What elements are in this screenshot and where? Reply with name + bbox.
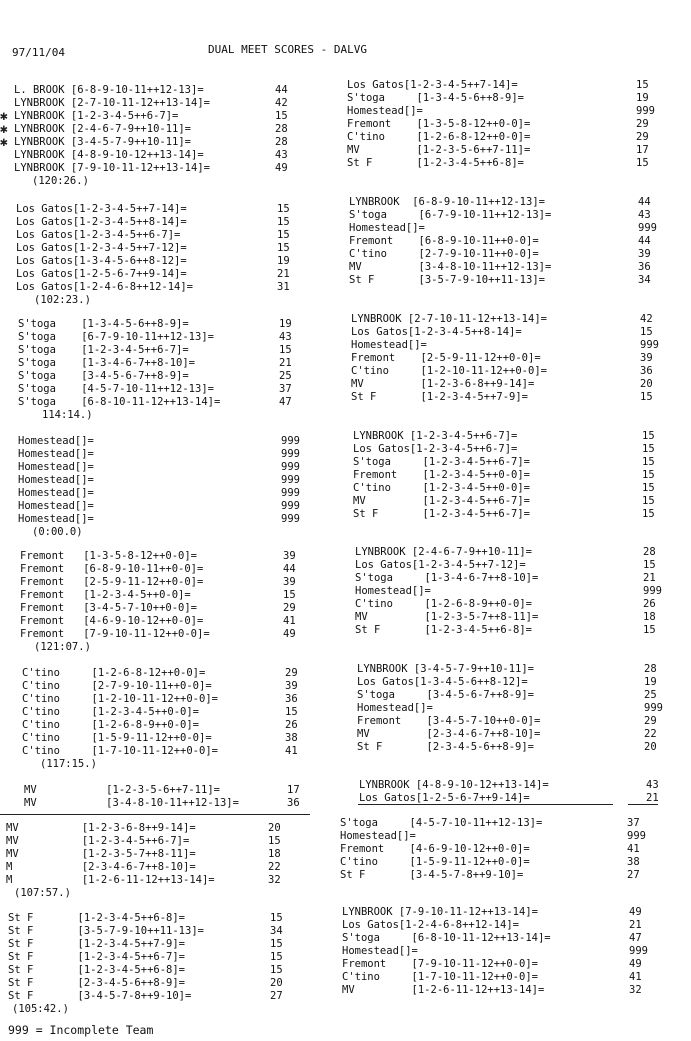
score-value: 43 (279, 331, 292, 343)
score-value: 18 (643, 611, 656, 623)
cut-line (358, 804, 613, 805)
score-line: Homestead[]= (347, 105, 423, 117)
block-total: (102:23.) (34, 294, 91, 306)
score-line: LYNBROOK [6-8-9-10-11++12-13]= (349, 196, 545, 208)
score-line: LYNBROOK [2-7-10-11-12++13-14]= (351, 313, 547, 325)
score-line: MV [1-2-3-4-5++6-7]= (353, 495, 531, 507)
score-line: Los Gatos[1-3-4-5-6++8-12]= (16, 255, 187, 267)
score-value: 999 (644, 702, 663, 714)
score-line: C'tino [1-2-6-8-9++0-0]= (355, 598, 533, 610)
score-line: Fremont [6-8-9-10-11++0-0]= (20, 563, 204, 575)
star-mark: ✱ (0, 109, 8, 124)
score-value: 20 (270, 977, 283, 989)
score-value: 43 (275, 149, 288, 161)
score-value: 999 (638, 222, 657, 234)
score-line: MV [1-2-3-6-8++9-14]= (351, 378, 535, 390)
score-line: LYNBROOK [3-4-5-7-9++10-11]= (14, 136, 192, 148)
score-line: Fremont [3-4-5-7-10++0-0]= (20, 602, 198, 614)
score-line: C'tino [1-2-6-8-9++0-0]= (22, 719, 200, 731)
score-line: C'tino [1-2-6-8-12++0-0]= (22, 667, 206, 679)
score-line: MV [1-2-3-6-8++9-14]= (6, 822, 196, 834)
score-line: S'toga [1-2-3-4-5++6-7]= (353, 456, 531, 468)
score-line: LYNBROOK [7-9-10-11-12++13-14]= (342, 906, 538, 918)
score-value: 44 (283, 563, 296, 575)
score-value: 27 (627, 869, 640, 881)
score-line: Homestead[]= (18, 513, 94, 525)
score-value: 28 (644, 663, 657, 675)
score-line: Los Gatos[1-2-3-4-5++7-14]= (16, 203, 187, 215)
score-value: 49 (283, 628, 296, 640)
score-value: 49 (629, 906, 642, 918)
score-value: 19 (277, 255, 290, 267)
score-value: 21 (279, 357, 292, 369)
score-value: 999 (640, 339, 659, 351)
score-line: Los Gatos[1-2-3-4-5++8-14]= (16, 216, 187, 228)
score-value: 15 (642, 469, 655, 481)
score-line: St F [1-2-3-4-5++7-9]= (8, 938, 186, 950)
score-value: 31 (277, 281, 290, 293)
score-value: 15 (643, 559, 656, 571)
score-value: 15 (640, 326, 653, 338)
block-total: (0:00.0) (32, 526, 83, 538)
score-line: MV [1-2-3-5-7++8-11]= (355, 611, 539, 623)
score-value: 49 (275, 162, 288, 174)
score-value: 19 (644, 676, 657, 688)
score-line: St F [3-4-5-7-8++9-10]= (340, 869, 524, 881)
score-line: St F [2-3-4-5-6++8-9]= (357, 741, 535, 753)
score-value: 41 (629, 971, 642, 983)
score-value: 15 (277, 229, 290, 241)
score-value: 25 (279, 370, 292, 382)
score-value: 999 (281, 461, 300, 473)
score-line: St F [1-2-3-4-5++6-7]= (353, 508, 531, 520)
score-value: 28 (643, 546, 656, 558)
score-value: 19 (279, 318, 292, 330)
score-line: MV [1-2-3-4-5++6-7]= (6, 835, 190, 847)
score-value: 17 (287, 784, 300, 796)
score-value: 15 (642, 456, 655, 468)
score-line: Homestead[]= (18, 461, 94, 473)
score-value: 15 (277, 203, 290, 215)
score-value: 29 (636, 118, 649, 130)
block-total: 114:14.) (42, 409, 93, 421)
score-line: Homestead[]= (18, 435, 94, 447)
score-value: 32 (629, 984, 642, 996)
score-line: Homestead[]= (342, 945, 418, 957)
score-line: C'tino [1-2-10-11-12++0-0]= (351, 365, 547, 377)
score-value: 15 (270, 938, 283, 950)
score-value: 999 (281, 474, 300, 486)
score-value: 20 (640, 378, 653, 390)
score-value: 15 (642, 495, 655, 507)
score-line: LYNBROOK [1-2-3-4-5++6-7]= (353, 430, 518, 442)
score-line: MV [1-2-3-5-6++7-11]= (347, 144, 531, 156)
score-value: 15 (283, 589, 296, 601)
score-value: 36 (285, 693, 298, 705)
score-value: 28 (275, 136, 288, 148)
score-line: C'tino [1-2-6-8-12++0-0]= (347, 131, 531, 143)
score-line: Los Gatos[1-2-5-6-7++9-14]= (16, 268, 187, 280)
score-line: Los Gatos[1-2-3-4-5++7-12]= (16, 242, 187, 254)
score-value: 42 (275, 97, 288, 109)
score-line: MV [1-2-3-5-7++8-11]= (6, 848, 196, 860)
score-value: 999 (627, 830, 646, 842)
block-total: (120:26.) (32, 175, 89, 187)
score-value: 43 (646, 779, 659, 791)
report-date: 97/11/04 (12, 46, 65, 59)
score-value: 15 (270, 951, 283, 963)
star-mark: ✱ (0, 135, 8, 150)
score-value: 15 (285, 706, 298, 718)
score-line: LYNBROOK [4-8-9-10-12++13-14]= (359, 779, 549, 791)
score-value: 34 (638, 274, 651, 286)
score-value: 37 (279, 383, 292, 395)
score-value: 39 (283, 576, 296, 588)
score-line: L. BROOK [6-8-9-10-11++12-13]= (14, 84, 204, 96)
score-value: 29 (644, 715, 657, 727)
score-line: S'toga [3-4-5-6-7++8-9]= (357, 689, 535, 701)
score-line: Homestead[]= (355, 585, 431, 597)
score-value: 999 (281, 487, 300, 499)
score-value: 999 (643, 585, 662, 597)
score-value: 999 (281, 513, 300, 525)
score-line: St F [2-3-4-5-6++8-9]= (8, 977, 186, 989)
score-value: 15 (642, 482, 655, 494)
cut-line (0, 814, 310, 815)
score-line: Los Gatos[1-2-3-4-5++6-7]= (353, 443, 518, 455)
score-value: 47 (279, 396, 292, 408)
score-line: St F [3-5-7-9-10++11-13]= (349, 274, 545, 286)
score-line: Los Gatos[1-2-3-4-5++7-14]= (347, 79, 518, 91)
score-value: 21 (643, 572, 656, 584)
score-line: S'toga [1-2-3-4-5++6-7]= (18, 344, 189, 356)
score-value: 26 (285, 719, 298, 731)
score-line: MV [1-2-3-5-6++7-11]= (24, 784, 220, 796)
score-line: St F [1-2-3-4-5++6-7]= (8, 951, 186, 963)
score-line: St F [1-2-3-4-5++6-8]= (8, 912, 186, 924)
score-line: Homestead[]= (18, 448, 94, 460)
score-line: St F [1-2-3-4-5++7-9]= (351, 391, 529, 403)
score-value: 43 (638, 209, 651, 221)
score-value: 38 (627, 856, 640, 868)
score-line: Homestead[]= (18, 474, 94, 486)
score-line: Fremont [2-5-9-11-12++0-0]= (20, 576, 204, 588)
block-total: (105:42.) (12, 1003, 69, 1015)
score-value: 15 (636, 157, 649, 169)
score-line: C'tino [1-7-10-11-12++0-0]= (342, 971, 538, 983)
score-value: 36 (638, 261, 651, 273)
score-line: Fremont [4-6-9-10-12++0-0]= (20, 615, 204, 627)
score-line: Homestead[]= (340, 830, 416, 842)
score-line: Fremont [1-3-5-8-12++0-0]= (20, 550, 198, 562)
score-line: Fremont [1-3-5-8-12++0-0]= (347, 118, 531, 130)
score-line: Los Gatos[1-2-3-4-5++6-7]= (16, 229, 181, 241)
score-line: MV [2-3-4-6-7++8-10]= (357, 728, 541, 740)
score-value: 26 (643, 598, 656, 610)
score-value: 999 (281, 435, 300, 447)
score-value: 25 (644, 689, 657, 701)
score-line: Fremont [6-8-9-10-11++0-0]= (349, 235, 539, 247)
score-value: 22 (644, 728, 657, 740)
score-value: 18 (268, 848, 281, 860)
score-value: 999 (636, 105, 655, 117)
score-line: C'tino [2-7-9-10-11++0-0]= (22, 680, 212, 692)
score-value: 15 (270, 912, 283, 924)
score-value: 47 (629, 932, 642, 944)
score-value: 39 (640, 352, 653, 364)
score-line: S'toga [6-8-10-11-12++13-14]= (18, 396, 221, 408)
score-value: 999 (281, 500, 300, 512)
score-value: 27 (270, 990, 283, 1002)
score-line: S'toga [1-3-4-6-7++8-10]= (18, 357, 196, 369)
score-line: Fremont [7-9-10-11-12++0-0]= (20, 628, 210, 640)
score-line: LYNBROOK [1-2-3-4-5++6-7]= (14, 110, 179, 122)
score-line: LYNBROOK [2-7-10-11-12++13-14]= (14, 97, 210, 109)
score-line: St F [3-5-7-9-10++11-13]= (8, 925, 204, 937)
score-value: 42 (640, 313, 653, 325)
score-value: 20 (268, 822, 281, 834)
score-value: 15 (640, 391, 653, 403)
score-value: 22 (268, 861, 281, 873)
score-value: 39 (285, 680, 298, 692)
score-value: 29 (285, 667, 298, 679)
score-value: 999 (629, 945, 648, 957)
score-line: Fremont [2-5-9-11-12++0-0]= (351, 352, 541, 364)
score-line: Los Gatos[1-3-4-5-6++8-12]= (357, 676, 528, 688)
score-value: 15 (642, 443, 655, 455)
score-line: Los Gatos[1-2-4-6-8++12-14]= (16, 281, 194, 293)
score-value: 15 (277, 242, 290, 254)
score-line: C'tino [1-2-10-11-12++0-0]= (22, 693, 218, 705)
score-line: Fremont [4-6-9-10-12++0-0]= (340, 843, 530, 855)
score-value: 19 (636, 92, 649, 104)
score-value: 15 (275, 110, 288, 122)
score-line: LYNBROOK [2-4-6-7-9++10-11]= (355, 546, 533, 558)
score-value: 39 (283, 550, 296, 562)
score-value: 20 (644, 741, 657, 753)
score-line: C'tino [2-7-9-10-11++0-0]= (349, 248, 539, 260)
score-value: 15 (270, 964, 283, 976)
score-line: C'tino [1-7-10-11-12++0-0]= (22, 745, 218, 757)
score-line: Los Gatos[1-2-4-6-8++12-14]= (342, 919, 520, 931)
score-line: S'toga [6-8-10-11-12++13-14]= (342, 932, 551, 944)
score-value: 36 (640, 365, 653, 377)
score-value: 28 (275, 123, 288, 135)
score-line: Los Gatos[1-2-5-6-7++9-14]= (359, 792, 530, 804)
score-line: LYNBROOK [2-4-6-7-9++10-11]= (14, 123, 192, 135)
footer-legend: 999 = Incomplete Team (8, 1023, 154, 1037)
score-line: Los Gatos[1-2-3-4-5++8-14]= (351, 326, 522, 338)
score-value: 29 (636, 131, 649, 143)
score-line: C'tino [1-5-9-11-12++0-0]= (340, 856, 530, 868)
score-value: 41 (285, 745, 298, 757)
score-value: 44 (275, 84, 288, 96)
score-line: C'tino [1-5-9-11-12++0-0]= (22, 732, 212, 744)
score-line: S'toga [1-3-4-5-6++8-9]= (347, 92, 525, 104)
star-mark: ✱ (0, 122, 8, 137)
score-value: 49 (629, 958, 642, 970)
score-value: 999 (281, 448, 300, 460)
score-line: S'toga [6-7-9-10-11++12-13]= (349, 209, 552, 221)
score-line: LYNBROOK [3-4-5-7-9++10-11]= (357, 663, 535, 675)
score-value: 34 (270, 925, 283, 937)
score-line: MV [3-4-8-10-11++12-13]= (24, 797, 239, 809)
score-line: C'tino [1-2-3-4-5++0-0]= (353, 482, 531, 494)
score-value: 44 (638, 235, 651, 247)
block-total: (107:57.) (14, 887, 71, 899)
score-line: Homestead[]= (18, 487, 94, 499)
score-value: 39 (638, 248, 651, 260)
score-value: 44 (638, 196, 651, 208)
score-value: 41 (627, 843, 640, 855)
score-line: S'toga [4-5-7-10-11++12-13]= (340, 817, 543, 829)
score-line: S'toga [1-3-4-5-6++8-9]= (18, 318, 189, 330)
score-value: 21 (646, 792, 659, 804)
score-line: LYNBROOK [7-9-10-11-12++13-14]= (14, 162, 210, 174)
score-value: 29 (283, 602, 296, 614)
score-value: 15 (642, 430, 655, 442)
score-value: 41 (283, 615, 296, 627)
score-line: C'tino [1-2-3-4-5++0-0]= (22, 706, 200, 718)
block-total: (117:15.) (40, 758, 97, 770)
score-line: MV [1-2-6-11-12++13-14]= (342, 984, 545, 996)
score-line: Fremont [7-9-10-11-12++0-0]= (342, 958, 538, 970)
score-line: Homestead[]= (18, 500, 94, 512)
score-value: 15 (279, 344, 292, 356)
score-value: 15 (268, 835, 281, 847)
score-line: St F [1-2-3-4-5++6-8]= (8, 964, 186, 976)
score-value: 21 (277, 268, 290, 280)
score-value: 17 (636, 144, 649, 156)
cut-line (628, 804, 658, 805)
score-line: Los Gatos[1-2-3-4-5++7-12]= (355, 559, 526, 571)
score-line: Homestead[]= (351, 339, 427, 351)
score-value: 32 (268, 874, 281, 886)
score-line: St F [3-4-5-7-8++9-10]= (8, 990, 192, 1002)
score-value: 15 (277, 216, 290, 228)
score-line: M [1-2-6-11-12++13-14]= (6, 874, 215, 886)
score-value: 38 (285, 732, 298, 744)
score-line: LYNBROOK [4-8-9-10-12++13-14]= (14, 149, 204, 161)
score-line: Fremont [1-2-3-4-5++0-0]= (353, 469, 531, 481)
score-line: Fremont [1-2-3-4-5++0-0]= (20, 589, 191, 601)
score-line: Homestead[]= (357, 702, 433, 714)
report-title: DUAL MEET SCORES - DALVG (208, 43, 367, 56)
score-line: S'toga [4-5-7-10-11++12-13]= (18, 383, 214, 395)
score-line: S'toga [1-3-4-6-7++8-10]= (355, 572, 539, 584)
score-value: 37 (627, 817, 640, 829)
score-value: 36 (287, 797, 300, 809)
score-line: MV [3-4-8-10-11++12-13]= (349, 261, 552, 273)
score-line: Fremont [3-4-5-7-10++0-0]= (357, 715, 541, 727)
score-value: 15 (643, 624, 656, 636)
score-value: 21 (629, 919, 642, 931)
score-line: S'toga [6-7-9-10-11++12-13]= (18, 331, 214, 343)
score-line: M [2-3-4-6-7++8-10]= (6, 861, 196, 873)
score-line: St F [1-2-3-4-5++6-8]= (355, 624, 533, 636)
score-line: S'toga [3-4-5-6-7++8-9]= (18, 370, 189, 382)
score-line: St F [1-2-3-4-5++6-8]= (347, 157, 525, 169)
block-total: (121:07.) (34, 641, 91, 653)
score-value: 15 (642, 508, 655, 520)
score-value: 15 (636, 79, 649, 91)
score-line: Homestead[]= (349, 222, 425, 234)
